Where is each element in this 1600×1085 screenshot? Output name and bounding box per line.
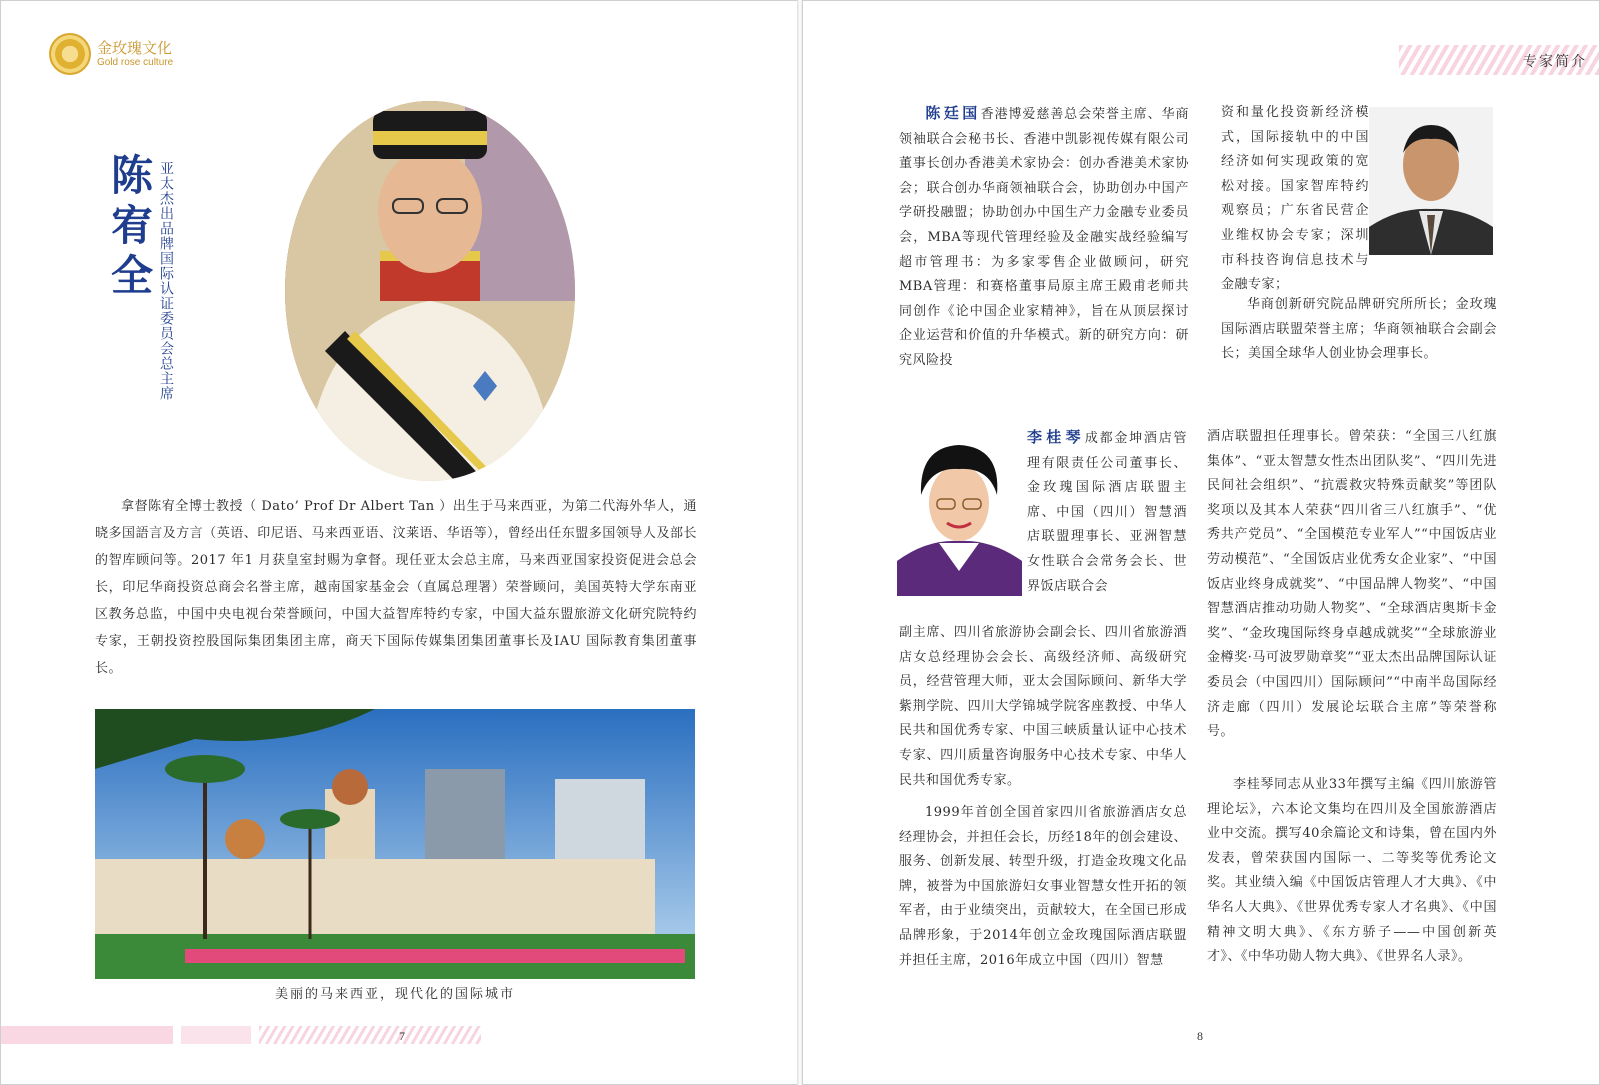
footer-decoration	[1, 1026, 481, 1044]
li-bio-beside-text: 成都金坤酒店管理有限责任公司董事长、金玫瑰国际酒店联盟主席、中国（四川）智慧酒店联盟理事长、亚洲智慧女性联合会常务会长、世界饭店联合会	[1027, 431, 1187, 594]
kuala-lumpur-city-photo	[95, 709, 695, 979]
li-bio-right: 酒店联盟担任理事长。曾荣获：“全国三八红旗集体”、“亚太智慧女性杰出团队奖”、“四川先进民间社会组织”、“抗震救灾特殊贡献奖”等团队奖项以及其本人荣获“四川省三八红旗手”、“优秀共产党员”、“全国模范专业军人”“中国饭店业劳动模范”、“全国饭店业优秀女企业家”、“中国饭店业终身成就奖”、“中国品牌人物奖”、“中国智慧酒店推动功勋人物奖”、“全球酒店奥斯卡金奖”、“金玫瑰国际终身卓越成就奖”“全球旅游业金樽奖·马可波罗勋章奖”“亚太杰出品牌国际认证委员会（中国四川）国际顾问”“中南半岛国际经济走廊（四川）发展论坛联合主席”等荣誉称号。	[1207, 429, 1497, 740]
portrait-photo	[285, 101, 575, 481]
person-name: 陈宥全	[105, 153, 154, 303]
photo-caption: 美丽的马来西亚，现代化的国际城市	[274, 987, 515, 1002]
left-page	[0, 0, 798, 1085]
right-page	[802, 0, 1600, 1085]
li-bio-left-2: 1999年首创全国首家四川省旅游酒店女总经理协会，并担任会长，历经18年的创会建设、服务、创新发展、转型升级，打造金玫瑰文化品牌，被誉为中国旅游妇女事业智慧女性开拓的领军者，由于业绩突出，贡献较大，在全国已形成品牌形象，于2014年创立金玫瑰国际酒店联盟并担任主席，2016年成立中国（四川）智慧	[899, 805, 1187, 968]
chen-portrait-photo	[1369, 107, 1493, 255]
chen-name: 陈廷国	[925, 104, 981, 122]
li-bio-right-2: 李桂琴同志从业33年撰写主编《四川旅游管理论坛》，六本论文集均在四川及全国旅游酒店业中交流。撰写40余篇论文和诗集，曾在国内外发表，曾荣获国内国际一、二等奖等优秀论文奖。其业绩入编《中国饭店管理人才大典》、《中华名人大典》、《世界优秀专家人才名典》、《中国精神文明大典》、《东方骄子——中国创新英才》、《中华功勋人物大典》、《世界名人录》。	[1207, 777, 1497, 965]
page-number-left: 7	[399, 1029, 405, 1043]
chen-bio-left	[899, 101, 1189, 374]
chen-bio-left-text: 香港博爱慈善总会荣誉主席、华商领袖联合会秘书长、香港中凯影视传媒有限公司 董事长创办香港美术家协会：创办香港美术家协会；联合创办华商领袖联合会，协助创办中国产学研投融盟；协助创办中国生产力金融专业委员会，MBA等现代管理经验及金融实战经验编写超市管理书：为多家零售企业做顾问，研究MBA管理：和赛格董事局原主席王殿甫老师共同创作《论中国企业家精神》，旨在从顶层探讨企业运营和价值的升华模式。新的研究方向：研究风险投	[899, 107, 1189, 368]
li-bio-beside	[1027, 425, 1187, 599]
logo	[49, 33, 173, 75]
logo-name-en: Gold rose culture	[97, 56, 174, 68]
page-number-right: 8	[1197, 1029, 1203, 1043]
chen-bio-right: 资和量化投资新经济模式，国际接轨中的中国经济如何实现政策的宽松对接。国家智库特约观察员；广东省民营企业维权协会专家；深圳市科技咨询信息技术与金融专家；	[1221, 105, 1369, 293]
li-portrait-photo	[897, 431, 1022, 596]
chen-bio-bottom: 华商创新研究院品牌研究所所长；金玫瑰国际酒店联盟荣誉主席；华商领袖联合会副会长；美国全球华人创业协会理事长。	[1221, 297, 1497, 362]
section-label: 专家简介	[1523, 54, 1587, 70]
bio-paragraph: 拿督陈宥全博士教授（ Dato’ Prof Dr Albert Tan ）出生于马来西亚，为第二代海外华人，通晓多国語言及方言（英语、印尼语、马来西亚语、汶莱语、华语等），曾经出任东盟多国领导人及部长的智库顾问等。2017 年1 月获皇室封赐为拿督。现任亚太会总主席，马来西亚国家投资促进会总会长，印尼华商投资总商会名誉主席，越南国家基金会（直属总理署）荣誉顾问，美国英特大学东南亚区教务总监，中国中央电视台荣誉顾问，中国大益智库特约专家，中国大益东盟旅游文化研究院特约专家，王朝投资控股国际集团集团主席，商天下国际传媒集团集团董事长及IAU 国际教育集团董事长。	[95, 499, 697, 676]
logo-name-cn: 金玫瑰文化	[97, 39, 173, 58]
li-name: 李桂琴	[1027, 428, 1085, 446]
person-title: 亚太杰出品牌国际认证委员会总主席	[158, 161, 174, 401]
gold-rose-emblem-icon	[49, 33, 91, 75]
li-bio-left: 副主席、四川省旅游协会副会长、四川省旅游酒店女总经理协会会长、高级经济师、高级研究员，经营管理大师，亚太会国际顾问、新华大学紫荆学院、四川大学锦城学院客座教授、中华人民共和国优秀专家、中国三峡质量认证中心技术专家、四川质量咨询服务中心技术专家、中华人民共和国优秀专家。	[899, 625, 1187, 788]
